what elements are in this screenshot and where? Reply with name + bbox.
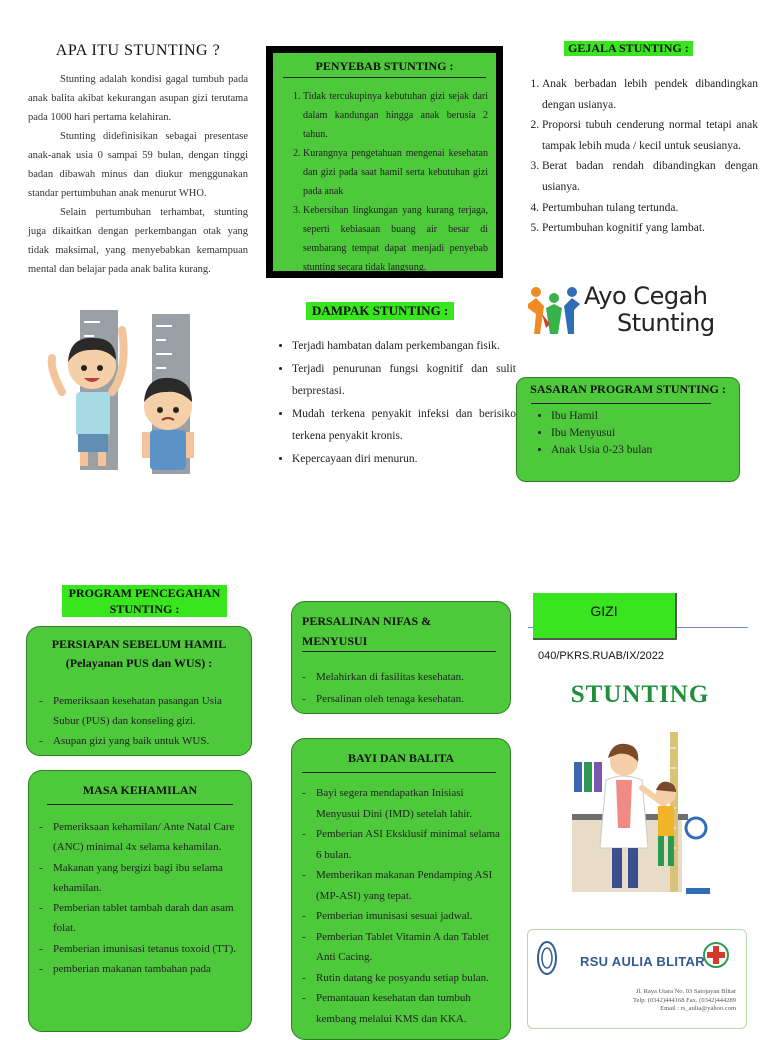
divider <box>302 651 496 652</box>
list-item: - Pemberian imunisasi sesuai jadwal. <box>302 906 502 927</box>
stunting-definition-title: APA ITU STUNTING ? <box>55 42 221 59</box>
target-program-box <box>516 377 740 482</box>
list-item: - Asupan gizi yang baik untuk WUS. <box>39 731 239 751</box>
list-item: - Rutin datang ke posyandu setiap bulan. <box>302 968 502 989</box>
hospital-emblem-icon <box>536 940 558 976</box>
list-item: • Ibu Menyusui <box>551 425 652 442</box>
infant-list <box>302 783 502 1029</box>
unit-label: GIZI <box>533 593 677 640</box>
list-item: 1. Anak berbadan lebih pendek dibandingkan dengan usianya. <box>542 74 758 115</box>
logo-text-line2: Stunting <box>617 309 715 337</box>
symptoms-list <box>522 74 758 239</box>
list-item: • Mudah terkena penyakit infeksi dan berisiko terkena penyakit kronis. <box>292 403 516 448</box>
target-program-list <box>533 408 652 459</box>
list-item: - pemberian makanan tambahan pada <box>39 959 241 979</box>
pregnancy-list <box>39 817 241 979</box>
title-line: PERSALINAN NIFAS & <box>302 614 432 628</box>
list-item: - Bayi segera mendapatkan Inisiasi Menyusui Dini (IMD) setelah lahir. <box>302 783 502 824</box>
causes-list <box>281 87 488 277</box>
hospital-logo-icon <box>702 936 730 974</box>
list-item: - Pemantauan kesehatan dan tumbuh kembang melalui KMS dan KKA. <box>302 988 502 1029</box>
list-item: 5. Pertumbuhan kognitif yang lambat. <box>542 218 758 239</box>
divider <box>47 804 233 805</box>
logo-text-line1: Ayo Cegah <box>584 282 708 310</box>
childbirth-box <box>291 601 511 714</box>
hospital-name: RSU AULIA BLITAR <box>580 954 705 969</box>
children-measuring-illustration <box>40 310 220 480</box>
hospital-phone: Telp. (0342)444168 Fax. (0342)444289 <box>633 996 736 1004</box>
hospital-address: Jl. Raya Utara No. 03 Satojayan Blitar <box>635 988 736 995</box>
list-item: - Makanan yang bergizi bagi ibu selama kehamilan. <box>39 858 241 899</box>
list-item: 4. Pertumbuhan tulang tertunda. <box>542 198 758 219</box>
paragraph: Selain pertumbuhan terhambat, stunting juga dikaitkan dengan perkembangan otak yang tidak maksimal, yang menyebabkan kemampuan mental dan belajar pada anak balita kurang. <box>28 207 248 275</box>
hospital-email: Email : rs_aulia@yahoo.com <box>660 1005 736 1012</box>
list-item: - Pemeriksaan kehamilan/ Ante Natal Care (ANC) minimal 4x selama kehamilan. <box>39 817 241 858</box>
list-item: - Pemberian tablet tambah darah dan asam folat. <box>39 898 241 939</box>
list-item: 2. Proporsi tubuh cenderung normal tetapi anak tampak lebih muda / kecil untuk seusianya. <box>542 115 758 156</box>
list-item: • Terjadi penurunan fungsi kognitif dan sulit berprestasi. <box>292 358 516 403</box>
list-item: 1. Tidak tercukupinya kebutuhan gizi sejak dari dalam kandungan hingga anak berusia 2 tahun. <box>303 87 488 144</box>
list-item: - Pemberian Tablet Vitamin A dan Tablet Anti Cacing. <box>302 927 502 968</box>
target-program-title: SASARAN PROGRAM STUNTING : <box>530 382 726 396</box>
childbirth-title <box>302 611 510 651</box>
childbirth-list <box>302 666 500 710</box>
causes-title: PENYEBAB STUNTING : <box>315 59 454 73</box>
list-item: • Ibu Hamil <box>551 408 652 425</box>
doctor-measuring-child-illustration <box>560 728 740 898</box>
title-line: (Pelayanan PUS dan WUS) : <box>65 656 213 670</box>
pregnancy-title: MASA KEHAMILAN <box>82 783 198 797</box>
list-item: - Memberikan makanan Pendamping ASI (MP-ASI) yang tepat. <box>302 865 502 906</box>
hospital-footer <box>527 929 747 1029</box>
list-item: 3. Kebersihan lingkungan yang kurang terjaga, seperti kebiasaan buang air besar di sembarang tempat dapat menjadi penyebab stunting secara tidak langsung. <box>303 201 488 277</box>
pregnancy-box <box>28 770 252 1032</box>
cover-title: STUNTING <box>570 681 710 708</box>
prevention-program-title: PROGRAM PENCEGAHAN STUNTING : <box>62 585 227 617</box>
list-item: • Kepercayaan diri menurun. <box>292 448 516 471</box>
infant-title: BAYI DAN BALITA <box>347 751 455 765</box>
title-line: PERSIAPAN SEBELUM HAMIL <box>51 637 227 651</box>
hospital-contact <box>528 988 736 1014</box>
pre-pregnancy-box <box>26 626 252 756</box>
causes-box <box>266 46 503 278</box>
symptoms-title: GEJALA STUNTING : <box>564 41 693 56</box>
pre-pregnancy-title <box>27 635 251 673</box>
list-item: - Pemberian ASI Eksklusif minimal selama 6 bulan. <box>302 824 502 865</box>
title-line: MENYUSUI <box>302 634 368 648</box>
divider <box>302 772 496 773</box>
list-item: - Pemberian imunisasi tetanus toxoid (TT). <box>39 939 241 959</box>
list-item: 3. Berat badan rendah dibandingkan dengan usianya. <box>542 156 758 197</box>
impact-title: DAMPAK STUNTING : <box>306 302 454 320</box>
list-item: - Melahirkan di fasilitas kesehatan. <box>302 666 500 688</box>
stunting-definition-text <box>28 70 248 279</box>
divider <box>531 403 711 404</box>
pre-pregnancy-list <box>39 691 239 751</box>
document-number: 040/PKRS.RUAB/IX/2022 <box>538 650 664 662</box>
impact-list <box>274 335 516 471</box>
divider <box>283 77 486 78</box>
list-item: 2. Kurangnya pengetahuan mengenai kesehatan dan gizi pada saat hamil serta kebutuhan gizi pada anak <box>303 144 488 201</box>
list-item: - Pemeriksaan kesehatan pasangan Usia Subur (PUS) dan konseling gizi. <box>39 691 239 731</box>
paragraph: Stunting adalah kondisi gagal tumbuh pada anak balita akibat kekurangan asupan gizi terutama pada 1000 hari pertama kelahiran. <box>28 74 248 123</box>
list-item: • Anak Usia 0-23 bulan <box>551 442 652 459</box>
people-logo-icon <box>526 284 582 338</box>
infant-box <box>291 738 511 1040</box>
list-item: • Terjadi hambatan dalam perkembangan fisik. <box>292 335 516 358</box>
list-item: - Persalinan oleh tenaga kesehatan. <box>302 688 500 710</box>
paragraph: Stunting didefinisikan sebagai presentase anak-anak usia 0 sampai 59 bulan, dengan tinggi badan dibawah minus dan diukur menggunakan standar pertumbuhan anak menurut WHO. <box>28 131 248 199</box>
